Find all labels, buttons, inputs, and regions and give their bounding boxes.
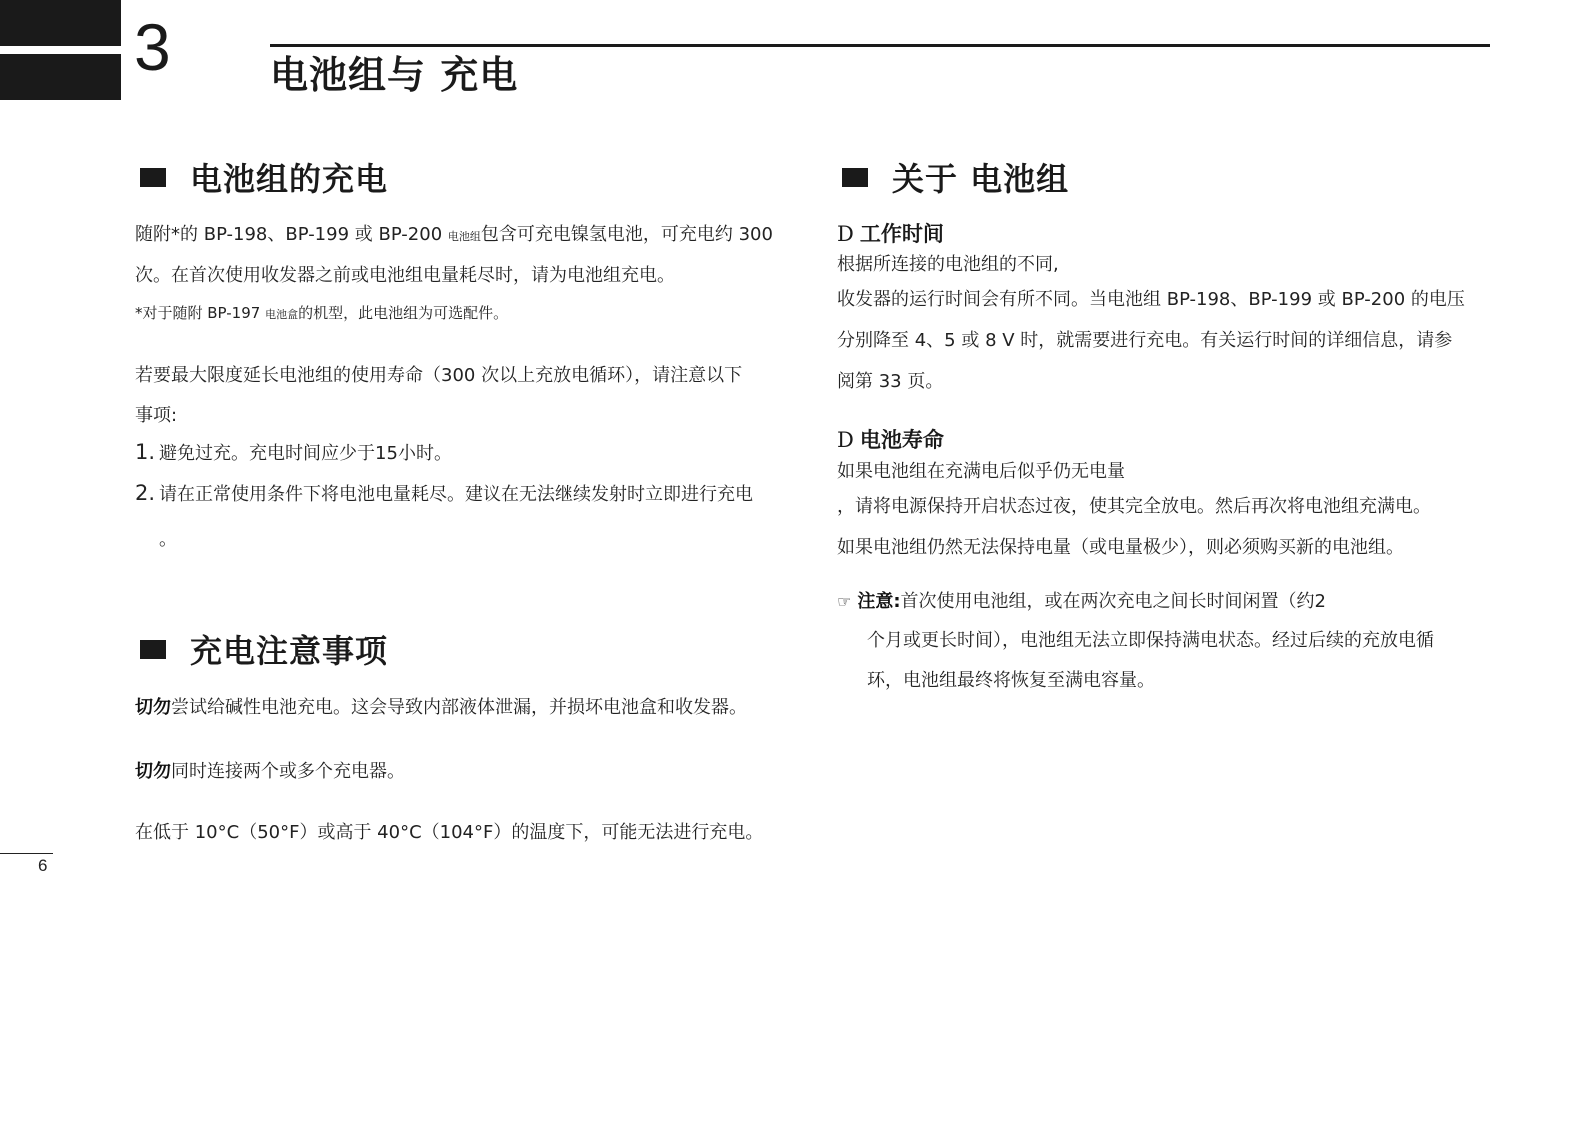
list-item-text: 避免过充。充电时间应少于15小时。	[159, 443, 452, 464]
note-line-3: 环，电池组最终将恢复至满电容量。	[867, 670, 1155, 691]
note-line-1	[837, 587, 1326, 613]
section-heading-charging	[140, 154, 388, 200]
list-item-continuation: 。	[159, 529, 177, 550]
list-item-number: 2.	[135, 481, 156, 505]
page-number: 6	[38, 856, 48, 875]
battery-life-line-1: 如果电池组在充满电后似乎仍无电量	[837, 461, 1125, 482]
text-run: 的机型，此电池组为可选配件。	[298, 304, 509, 322]
note-label: 注意:	[857, 591, 901, 612]
chapter-tab-bar-bottom	[0, 54, 121, 100]
section-heading-precautions	[140, 626, 388, 672]
subheading-marker-icon: D	[837, 222, 854, 246]
section-heading-text: 电池组的充电	[190, 160, 389, 198]
chapter-tab-bar-top	[0, 0, 121, 46]
list-item	[135, 480, 753, 506]
heading-square-icon	[140, 640, 166, 659]
pointing-hand-icon: ☞	[837, 592, 852, 611]
operating-time-line-4: 阅第 33 页。	[837, 371, 944, 392]
charging-paragraph-line-1	[135, 220, 773, 246]
small-text-run: 电池组	[447, 230, 481, 243]
operating-time-line-1: 根据所连接的电池组的不同,	[837, 254, 1059, 275]
list-item	[135, 439, 452, 465]
section-heading-text: 关于 电池组	[892, 160, 1070, 198]
page-number-rule	[0, 853, 53, 854]
precaution-temperature: 在低于 10°C（50°F）或高于 40°C（104°F）的温度下，可能无法进行充电。	[135, 822, 764, 843]
text-run: 尝试给碱性电池充电。这会导致内部液体泄漏，并损坏电池盒和收发器。	[171, 697, 747, 718]
warning-emphasis: 切勿	[135, 697, 171, 718]
section-heading-about-battery	[842, 154, 1069, 200]
list-item-number: 1.	[135, 440, 156, 464]
battery-life-line-2: ，请将电源保持开启状态过夜，使其完全放电。然后再次将电池组充满电。	[837, 496, 1431, 517]
text-run: *对于随附 BP-197	[135, 304, 266, 322]
chapter-title: 电池组与 充电	[270, 53, 519, 97]
precaution-multiple-chargers	[135, 757, 405, 783]
chapter-number: 3	[134, 10, 171, 84]
subheading-operating-time	[837, 218, 944, 248]
operating-time-line-2: 收发器的运行时间会有所不同。当电池组 BP-198、BP-199 或 BP-200 的电压	[837, 289, 1465, 310]
text-run: 包含可充电镍氢电池，可充电约 300	[480, 224, 773, 245]
subheading-battery-life	[837, 424, 944, 454]
operating-time-line-3: 分别降至 4、5 或 8 V 时，就需要进行充电。有关运行时间的详细信息，请参	[837, 330, 1453, 351]
warning-emphasis: 切勿	[135, 761, 171, 782]
section-heading-text: 充电注意事项	[190, 632, 389, 670]
text-run: 随附*的 BP-198、BP-199 或 BP-200	[135, 224, 448, 245]
small-text-run: 电池盒	[265, 308, 299, 321]
note-line-2: 个月或更长时间），电池组无法立即保持满电状态。经过后续的充放电循	[867, 630, 1434, 651]
text-run: 同时连接两个或多个充电器。	[171, 761, 405, 782]
subheading-text: 工作时间	[859, 222, 944, 246]
charging-footnote	[135, 302, 508, 323]
subheading-text: 电池寿命	[859, 428, 944, 452]
heading-square-icon	[140, 168, 166, 187]
precaution-alkaline	[135, 693, 747, 719]
subheading-marker-icon: D	[837, 428, 854, 452]
heading-square-icon	[842, 168, 868, 187]
list-item-text: 请在正常使用条件下将电池电量耗尽。建议在无法继续发射时立即进行充电	[159, 484, 754, 505]
charging-paragraph-line-2: 次。在首次使用收发器之前或电池组电量耗尽时，请为电池组充电。	[135, 265, 675, 286]
text-run: 首次使用电池组，或在两次充电之间长时间闲置（约2	[900, 591, 1326, 612]
lifespan-paragraph-line-1: 若要最大限度延长电池组的使用寿命（300 次以上充放电循环），请注意以下	[135, 365, 743, 386]
lifespan-paragraph-line-2: 事项:	[135, 405, 178, 426]
battery-life-line-3: 如果电池组仍然无法保持电量（或电量极少），则必须购买新的电池组。	[837, 537, 1404, 558]
